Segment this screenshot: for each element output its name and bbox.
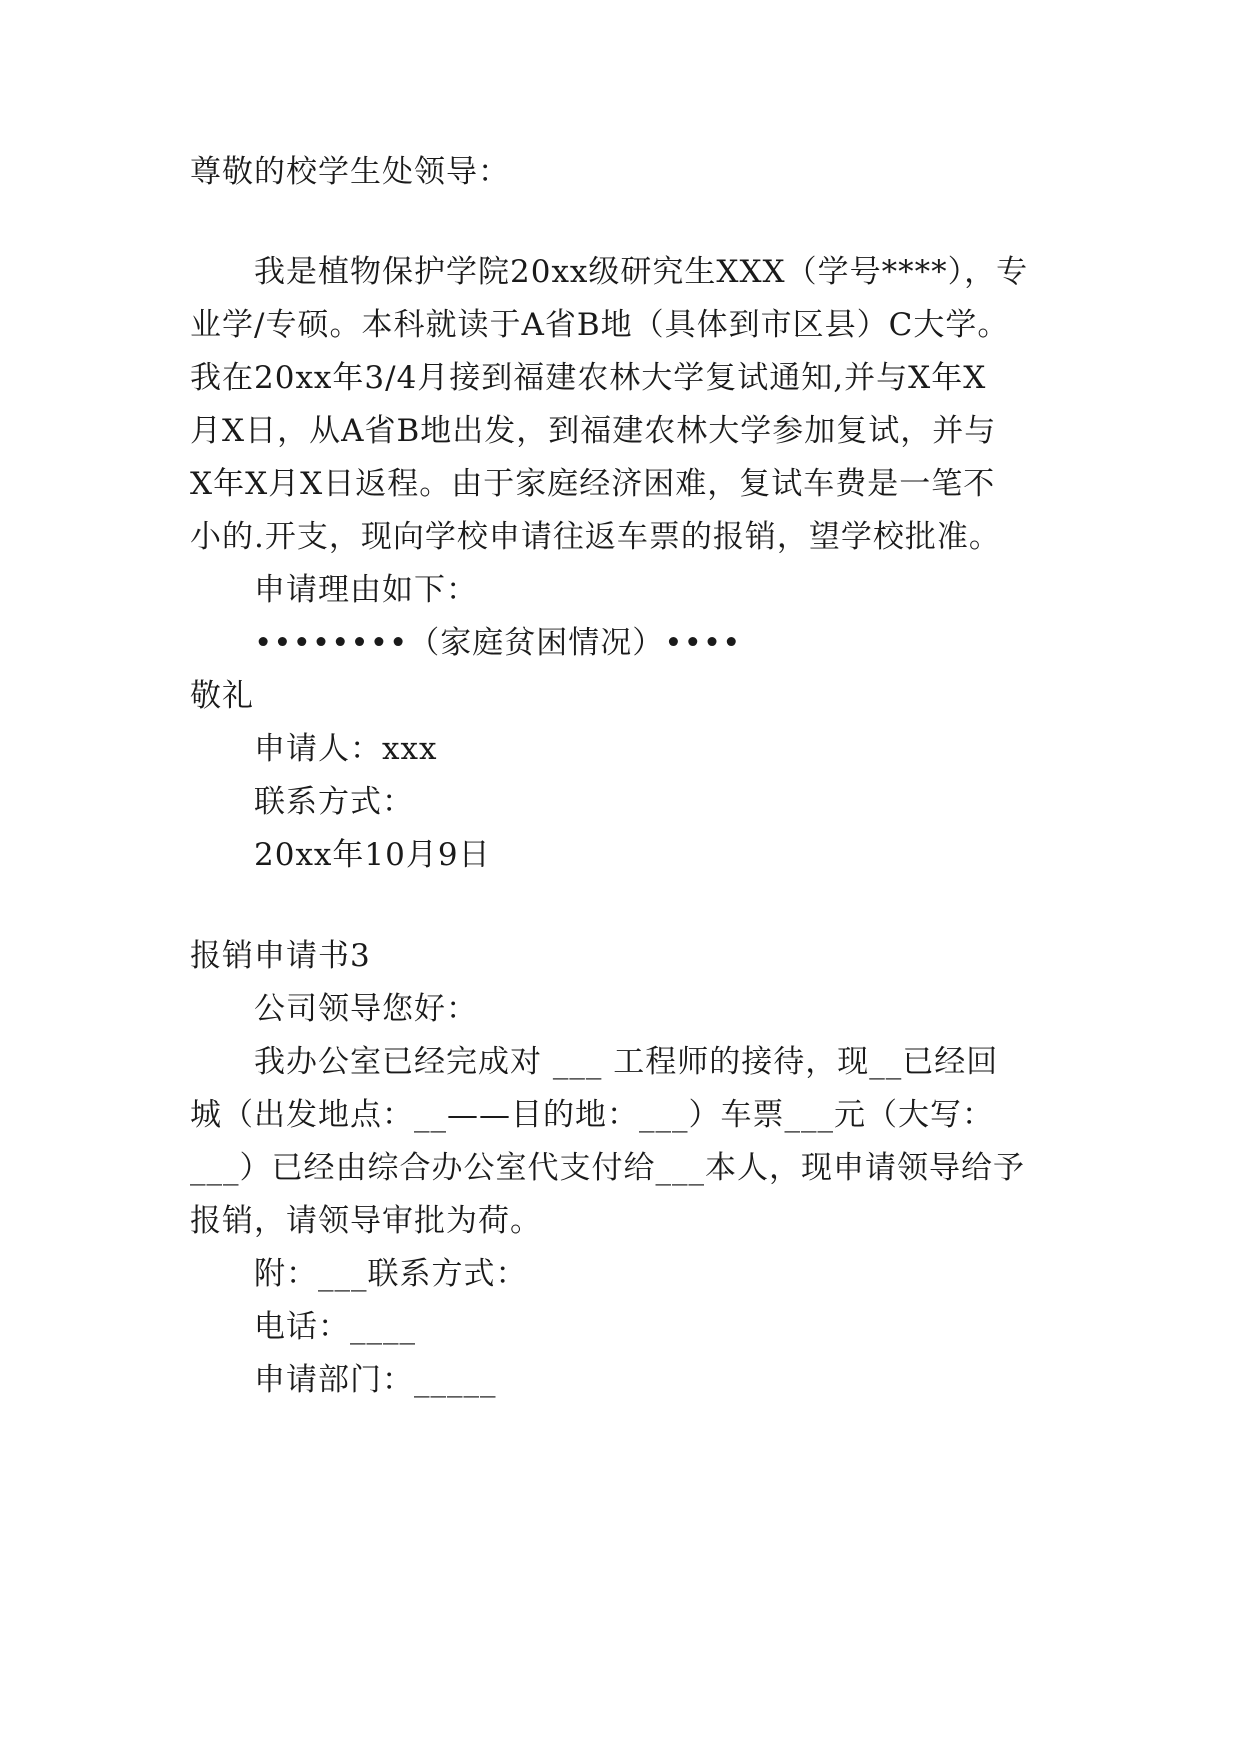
body-line: 我在20xx年3/4月接到福建农林大学复试通知,并与X年X — [190, 360, 987, 396]
reason-text: ••••••••（家庭贫困情况）•••• — [254, 625, 742, 661]
salutation: 尊敬的校学生处领导： — [190, 154, 510, 190]
reason-heading: 申请理由如下： — [254, 572, 478, 608]
body-line: X年X月X日返程。由于家庭经济困难，复试车费是一笔不 — [190, 466, 996, 502]
body-line: 我办公室已经完成对 ___ 工程师的接待，现__已经回 — [254, 1044, 999, 1080]
department-line: 申请部门：_____ — [254, 1362, 497, 1398]
body-line: ___）已经由综合办公室代支付给___本人，现申请领导给予 — [190, 1150, 1025, 1186]
section-title: 报销申请书3 — [190, 938, 371, 974]
body-line: 城（出发地点：__——目的地：___）车票___元（大写： — [190, 1097, 994, 1133]
body-line: 月X日，从A省B地出发，到福建农林大学参加复试，并与 — [190, 413, 997, 449]
closing: 敬礼 — [190, 678, 254, 714]
contact: 联系方式： — [254, 784, 414, 820]
body-line: 小的.开支，现向学校申请往返车票的报销，望学校批准。 — [190, 519, 1001, 555]
applicant: 申请人：xxx — [254, 731, 438, 767]
attachment-line: 附：___联系方式： — [254, 1256, 528, 1292]
date: 20xx年10月9日 — [254, 837, 491, 873]
body-line: 报销，请领导审批为荷。 — [190, 1203, 542, 1239]
body-line: 业学/专硕。本科就读于A省B地（具体到市区县）C大学。 — [190, 307, 1010, 343]
phone-line: 电话：____ — [254, 1309, 416, 1345]
salutation: 公司领导您好： — [254, 991, 478, 1027]
body-line: 我是植物保护学院20xx级研究生XXX（学号****），专 — [254, 254, 1029, 290]
